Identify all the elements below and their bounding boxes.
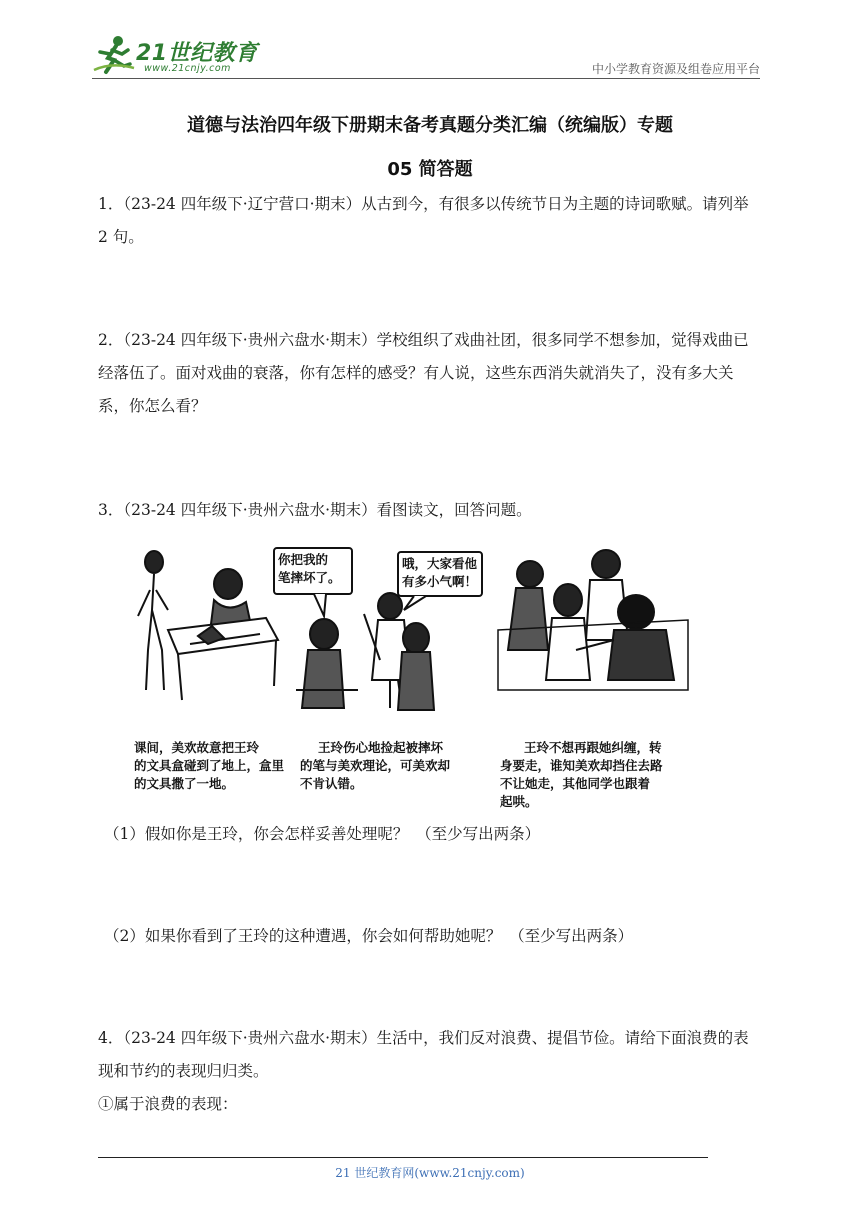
speech-bubble-2-line-2: 有多小气啊！ — [402, 574, 478, 589]
caption-3-line-2: 身要走，谁知美欢却挡住去路 — [500, 758, 663, 773]
caption-2-line-3: 不肯认错。 — [300, 776, 363, 791]
question-4 — [98, 1022, 762, 1121]
site-logo — [92, 32, 262, 76]
question-3-sub-1: （1）假如你是王玲，你会怎样妥善处理呢？ （至少写出两条） — [104, 825, 541, 843]
page-footer: 21 世纪教育网(www.21cnjy.com) — [335, 1166, 525, 1180]
question-3-sub-2: （2）如果你看到了王玲的这种遭遇，你会如何帮助她呢？ （至少写出两条） — [104, 927, 634, 945]
question-2: 2．（23-24 四年级下·贵州六盘水·期末）学校组织了戏曲社团，很多同学不想参加，觉得戏曲已经落伍了。面对戏曲的衰落，你有怎样的感受？有人说，这些东西消失就消失了，没有多大关系，你怎么看？ — [98, 331, 749, 415]
comic-panel-3 — [498, 550, 688, 690]
speech-bubble-2-line-1: 哦，大家看他 — [402, 556, 478, 571]
speech-bubble-1-line-2: 笔摔坏了。 — [278, 570, 341, 585]
question-3: 3．（23-24 四年级下·贵州六盘水·期末）看图读文，回答问题。 — [98, 501, 532, 519]
caption-1-line-2: 的文具盒碰到了地上，盒里 — [134, 758, 285, 773]
platform-name: 中小学教育资源及组卷应用平台 — [591, 62, 760, 76]
comic-illustration — [128, 540, 694, 810]
document-title: 道德与法治四年级下册期末备考真题分类汇编（统编版）专题 — [187, 115, 673, 136]
question-4-part-1: ①属于浪费的表现： — [98, 1095, 238, 1113]
caption-1-line-3: 的文具撒了一地。 — [134, 776, 235, 791]
caption-2-line-2: 的笔与美欢理论，可美欢却 — [300, 758, 451, 773]
caption-3-line-3: 不让她走，其他同学也跟着 — [500, 776, 651, 791]
section-title: 05 简答题 — [387, 159, 473, 180]
question-4-text: 4．（23-24 四年级下·贵州六盘水·期末）生活中，我们反对浪费、提倡节俭。请给下面浪费的表现和节约的表现归归类。 — [98, 1029, 749, 1080]
runner-logo-icon — [92, 32, 136, 76]
caption-3-line-4: 起哄。 — [500, 794, 538, 809]
header-divider — [92, 78, 760, 79]
caption-2-line-1: 王玲伤心地捡起被摔坏 — [318, 740, 444, 755]
logo-text: 21世纪教育 — [136, 41, 258, 66]
page-header — [92, 28, 760, 80]
speech-bubble-1-line-1: 你把我的 — [278, 552, 329, 567]
logo-url: www.21cnjy.com — [144, 63, 231, 74]
caption-1-line-1: 课间，美欢故意把王玲 — [134, 740, 260, 755]
question-1: 1．（23-24 四年级下·辽宁营口·期末）从古到今，有很多以传统节日为主题的诗词歌赋。请列举 2 句。 — [98, 195, 749, 246]
footer-divider — [98, 1157, 708, 1158]
caption-3-line-1: 王玲不想再跟她纠缠，转 — [524, 740, 662, 755]
comic-panel-1 — [138, 551, 278, 700]
